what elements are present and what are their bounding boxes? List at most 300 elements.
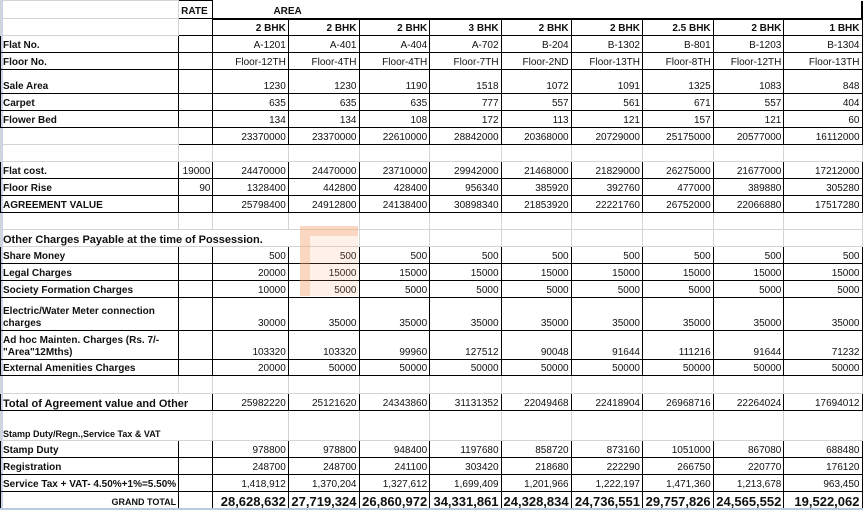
value-cell[interactable]: 28,628,632 (213, 492, 288, 509)
value-cell[interactable]: 35000 (430, 298, 501, 331)
value-cell[interactable] (571, 411, 642, 441)
value-cell[interactable] (784, 376, 862, 394)
value-cell[interactable]: 26752000 (642, 196, 713, 213)
value-cell[interactable]: 103320 (288, 331, 359, 360)
value-cell[interactable]: 25982220 (213, 394, 288, 411)
value-cell[interactable]: 71232 (784, 331, 862, 360)
value-cell[interactable]: 20577000 (713, 128, 784, 145)
value-cell[interactable]: 1,213,678 (713, 475, 784, 492)
table-row (1, 264, 863, 281)
cell[interactable] (713, 230, 784, 247)
cell[interactable] (642, 230, 713, 247)
value-cell[interactable]: 21853920 (501, 196, 571, 213)
value-cell[interactable]: 2 BHK (713, 19, 784, 36)
cell[interactable] (571, 230, 642, 247)
table-row (1, 53, 863, 70)
value-cell[interactable]: 1,327,612 (359, 475, 430, 492)
value-cell[interactable]: 5000 (642, 281, 713, 298)
value-cell[interactable]: 635 (359, 94, 430, 111)
rate-cell[interactable] (179, 94, 213, 111)
value-cell[interactable] (784, 213, 862, 230)
value-cell[interactable]: 134 (213, 111, 288, 128)
value-cell[interactable]: 1325 (642, 70, 713, 94)
value-cell[interactable] (213, 145, 288, 162)
value-cell[interactable]: 50000 (713, 360, 784, 376)
row-label[interactable]: Flower Bed (1, 111, 179, 128)
rate-cell[interactable] (179, 213, 213, 230)
value-cell[interactable]: 978800 (288, 441, 359, 458)
value-cell[interactable]: 35000 (501, 298, 571, 331)
value-cell[interactable] (501, 145, 571, 162)
value-cell[interactable]: 1230 (213, 70, 288, 94)
row-label[interactable] (1, 19, 179, 36)
value-cell[interactable]: 500 (359, 247, 430, 264)
table-row (1, 111, 863, 128)
value-cell[interactable]: 30898340 (430, 196, 501, 213)
rate-cell[interactable] (179, 19, 213, 36)
value-cell[interactable] (359, 376, 430, 394)
value-cell[interactable]: A-1201 (213, 36, 288, 53)
row-label[interactable]: External Amenities Charges (1, 360, 179, 376)
cell[interactable] (1, 1, 179, 19)
value-cell[interactable]: 34,331,861 (430, 492, 501, 509)
value-cell[interactable]: Floor-12TH (713, 53, 784, 70)
value-cell[interactable]: 241100 (359, 458, 430, 475)
value-cell[interactable]: 1 BHK (784, 19, 862, 36)
value-cell[interactable]: 15000 (501, 264, 571, 281)
value-cell[interactable]: 111216 (642, 331, 713, 360)
value-cell[interactable] (784, 145, 862, 162)
table-row (1, 179, 863, 196)
value-cell[interactable]: 978800 (213, 441, 288, 458)
value-cell[interactable]: 2 BHK (359, 19, 430, 36)
value-cell[interactable]: 1,471,360 (642, 475, 713, 492)
value-cell[interactable]: 24912800 (288, 196, 359, 213)
value-cell[interactable]: 23710000 (359, 162, 430, 179)
value-cell[interactable]: 1,699,409 (430, 475, 501, 492)
value-cell[interactable]: 35000 (288, 298, 359, 331)
table-row (1, 376, 863, 394)
value-cell[interactable]: 557 (713, 94, 784, 111)
value-cell[interactable]: 1072 (501, 70, 571, 94)
rate-cell[interactable] (179, 36, 213, 53)
table-row (1, 94, 863, 111)
value-cell[interactable]: 21677000 (713, 162, 784, 179)
table-row (1, 128, 863, 145)
value-cell[interactable]: 1,222,197 (571, 475, 642, 492)
value-cell[interactable] (359, 145, 430, 162)
value-cell[interactable]: 35000 (642, 298, 713, 331)
value-cell[interactable]: 50000 (288, 360, 359, 376)
rate-cell[interactable] (179, 196, 213, 213)
rate-cell[interactable] (179, 145, 213, 162)
value-cell[interactable]: 1197680 (430, 441, 501, 458)
value-cell[interactable] (430, 376, 501, 394)
row-label[interactable]: GRAND TOTAL (1, 492, 179, 509)
row-label[interactable]: Service Tax + VAT- 4.50%+1%=5.50% (1, 475, 179, 492)
value-cell[interactable]: 19,522,062 (784, 492, 862, 509)
table-row (1, 70, 863, 94)
value-cell[interactable]: 15000 (571, 264, 642, 281)
value-cell[interactable]: 121 (571, 111, 642, 128)
value-cell[interactable]: 157 (642, 111, 713, 128)
rate-cell[interactable] (179, 458, 213, 475)
value-cell[interactable] (288, 213, 359, 230)
rate-cell[interactable] (179, 360, 213, 376)
value-cell[interactable] (288, 376, 359, 394)
value-cell[interactable]: 873160 (571, 441, 642, 458)
value-cell[interactable]: 50000 (642, 360, 713, 376)
rate-cell[interactable] (179, 53, 213, 70)
value-cell[interactable]: 561 (571, 94, 642, 111)
value-cell[interactable]: 248700 (213, 458, 288, 475)
value-cell[interactable]: 31131352 (430, 394, 501, 411)
value-cell[interactable] (501, 411, 571, 441)
table-row (1, 360, 863, 376)
row-label[interactable]: Sale Area (1, 70, 179, 94)
value-cell[interactable]: 24470000 (213, 162, 288, 179)
value-cell[interactable]: 15000 (713, 264, 784, 281)
value-cell[interactable]: 404 (784, 94, 862, 111)
value-cell[interactable]: 24,736,551 (571, 492, 642, 509)
value-cell[interactable]: 500 (784, 247, 862, 264)
cell[interactable] (501, 230, 571, 247)
value-cell[interactable]: 1,201,966 (501, 475, 571, 492)
value-cell[interactable]: 15000 (430, 264, 501, 281)
value-cell[interactable]: 121 (713, 111, 784, 128)
value-cell[interactable]: 2.5 BHK (642, 19, 713, 36)
value-cell[interactable]: 50000 (501, 360, 571, 376)
value-cell[interactable] (213, 376, 288, 394)
value-cell[interactable]: Floor-2ND (501, 53, 571, 70)
value-cell[interactable] (430, 213, 501, 230)
value-cell[interactable]: 688480 (784, 441, 862, 458)
row-label[interactable] (1, 145, 179, 162)
value-cell[interactable]: B-801 (642, 36, 713, 53)
row-label[interactable]: Total of Agreement value and Other (1, 394, 213, 411)
value-cell[interactable] (571, 145, 642, 162)
value-cell[interactable] (571, 376, 642, 394)
value-cell[interactable]: 1518 (430, 70, 501, 94)
value-cell[interactable]: 16112000 (784, 128, 862, 145)
value-cell[interactable]: 1051000 (642, 441, 713, 458)
value-cell[interactable]: 2 BHK (501, 19, 571, 36)
row-label[interactable]: Flat No. (1, 36, 179, 53)
row-label[interactable]: Registration (1, 458, 179, 475)
value-cell[interactable]: 35000 (571, 298, 642, 331)
value-cell[interactable]: 1328400 (213, 179, 288, 196)
rate-cell[interactable] (179, 298, 213, 331)
value-cell[interactable]: 22264024 (713, 394, 784, 411)
value-cell[interactable]: 248700 (288, 458, 359, 475)
value-cell[interactable]: 35000 (713, 298, 784, 331)
value-cell[interactable]: 389880 (713, 179, 784, 196)
value-cell[interactable]: 22610000 (359, 128, 430, 145)
row-label[interactable]: Legal Charges (1, 264, 179, 281)
value-cell[interactable]: 5000 (430, 281, 501, 298)
rate-cell[interactable] (179, 247, 213, 264)
value-cell[interactable]: 1091 (571, 70, 642, 94)
value-cell[interactable]: Floor-13TH (571, 53, 642, 70)
value-cell[interactable] (430, 411, 501, 441)
value-cell[interactable]: 26275000 (642, 162, 713, 179)
cell[interactable] (430, 230, 501, 247)
value-cell[interactable]: 24343860 (359, 394, 430, 411)
row-label[interactable] (1, 376, 179, 394)
value-cell[interactable]: 5000 (784, 281, 862, 298)
value-cell[interactable]: Floor-4TH (359, 53, 430, 70)
value-cell[interactable]: 848 (784, 70, 862, 94)
value-cell[interactable] (501, 376, 571, 394)
value-cell[interactable]: Floor-12TH (213, 53, 288, 70)
value-cell[interactable]: 266750 (642, 458, 713, 475)
value-cell[interactable]: 15000 (359, 264, 430, 281)
value-cell[interactable]: 5000 (501, 281, 571, 298)
value-cell[interactable]: 29,757,826 (642, 492, 713, 509)
value-cell[interactable]: 24138400 (359, 196, 430, 213)
value-cell[interactable]: 90048 (501, 331, 571, 360)
value-cell[interactable]: 23370000 (213, 128, 288, 145)
value-cell[interactable]: 20368000 (501, 128, 571, 145)
value-cell[interactable]: B-1203 (713, 36, 784, 53)
cell[interactable] (359, 230, 430, 247)
value-cell[interactable]: 20729000 (571, 128, 642, 145)
table-row (1, 475, 863, 492)
value-cell[interactable]: 777 (430, 94, 501, 111)
value-cell[interactable]: 17212000 (784, 162, 862, 179)
value-cell[interactable]: 428400 (359, 179, 430, 196)
row-label[interactable]: AGREEMENT VALUE (1, 196, 179, 213)
value-cell[interactable]: 134 (288, 111, 359, 128)
value-cell[interactable] (288, 411, 359, 441)
row-label[interactable] (1, 128, 179, 145)
value-cell[interactable]: 23370000 (288, 128, 359, 145)
value-cell[interactable]: B-1302 (571, 36, 642, 53)
row-label[interactable]: Stamp Duty (1, 441, 179, 458)
value-cell[interactable]: 635 (288, 94, 359, 111)
value-cell[interactable] (571, 213, 642, 230)
value-cell[interactable]: 5000 (571, 281, 642, 298)
value-cell[interactable]: 29942000 (430, 162, 501, 179)
value-cell[interactable]: 948400 (359, 441, 430, 458)
value-cell[interactable]: 26968716 (642, 394, 713, 411)
value-cell[interactable]: 91644 (571, 331, 642, 360)
value-cell[interactable]: 5000 (288, 281, 359, 298)
value-cell[interactable]: 305280 (784, 179, 862, 196)
rate-cell[interactable] (179, 111, 213, 128)
value-cell[interactable]: 2 BHK (571, 19, 642, 36)
value-cell[interactable]: 21468000 (501, 162, 571, 179)
value-cell[interactable]: 50000 (430, 360, 501, 376)
value-cell[interactable] (642, 411, 713, 441)
table-row (1, 19, 863, 36)
value-cell[interactable]: 500 (501, 247, 571, 264)
rate-cell[interactable] (179, 70, 213, 94)
value-cell[interactable]: 222290 (571, 458, 642, 475)
value-cell[interactable]: Floor-13TH (784, 53, 862, 70)
value-cell[interactable]: 956340 (430, 179, 501, 196)
value-cell[interactable]: 27,719,324 (288, 492, 359, 509)
value-cell[interactable]: 176120 (784, 458, 862, 475)
value-cell[interactable]: A-404 (359, 36, 430, 53)
value-cell[interactable]: 17517280 (784, 196, 862, 213)
value-cell[interactable] (430, 145, 501, 162)
value-cell[interactable]: 25121620 (288, 394, 359, 411)
value-cell[interactable]: 22221760 (571, 196, 642, 213)
value-cell[interactable]: 1,418,912 (213, 475, 288, 492)
rate-cell[interactable] (179, 281, 213, 298)
table-row (1, 492, 863, 509)
value-cell[interactable]: 557 (501, 94, 571, 111)
value-cell[interactable] (784, 411, 862, 441)
table-row (1, 298, 863, 331)
value-cell[interactable]: 500 (571, 247, 642, 264)
value-cell[interactable]: 25175000 (642, 128, 713, 145)
value-cell[interactable] (713, 411, 784, 441)
value-cell[interactable]: 5000 (713, 281, 784, 298)
value-cell[interactable]: 35000 (784, 298, 862, 331)
value-cell[interactable]: 1,370,204 (288, 475, 359, 492)
value-cell[interactable]: 17694012 (784, 394, 862, 411)
value-cell[interactable] (213, 213, 288, 230)
value-cell[interactable]: 218680 (501, 458, 571, 475)
value-cell[interactable]: 24,565,552 (713, 492, 784, 509)
value-cell[interactable]: 28842000 (430, 128, 501, 145)
row-label[interactable] (1, 213, 179, 230)
rate-cell[interactable] (179, 331, 213, 360)
value-cell[interactable]: 50000 (571, 360, 642, 376)
value-cell[interactable]: 2 BHK (288, 19, 359, 36)
value-cell[interactable]: 24470000 (288, 162, 359, 179)
value-cell[interactable]: 103320 (213, 331, 288, 360)
rate-cell[interactable]: 90 (179, 179, 213, 196)
value-cell[interactable] (359, 213, 430, 230)
value-cell[interactable]: 108 (359, 111, 430, 128)
cell[interactable] (784, 230, 862, 247)
value-cell[interactable]: 113 (501, 111, 571, 128)
value-cell[interactable]: 22418904 (571, 394, 642, 411)
value-cell[interactable]: 22066880 (713, 196, 784, 213)
value-cell[interactable]: 15000 (642, 264, 713, 281)
value-cell[interactable]: 477000 (642, 179, 713, 196)
row-label[interactable]: Ad hoc Mainten. Charges (Rs. 7/-"Area"12Mths) (1, 331, 179, 360)
value-cell[interactable]: 99960 (359, 331, 430, 360)
row-label[interactable]: Society Formation Charges (1, 281, 179, 298)
value-cell[interactable]: 500 (713, 247, 784, 264)
value-cell[interactable]: 5000 (359, 281, 430, 298)
value-cell[interactable]: 220770 (713, 458, 784, 475)
value-cell[interactable]: 1190 (359, 70, 430, 94)
row-label[interactable]: Floor Rise (1, 179, 179, 196)
value-cell[interactable]: A-702 (430, 36, 501, 53)
rate-header[interactable]: RATE (179, 1, 213, 19)
value-cell[interactable] (359, 411, 430, 441)
value-cell[interactable]: 500 (288, 247, 359, 264)
value-cell[interactable]: 2 BHK (213, 19, 288, 36)
value-cell[interactable]: 1083 (713, 70, 784, 94)
value-cell[interactable]: 22049468 (501, 394, 571, 411)
value-cell[interactable]: 385920 (501, 179, 571, 196)
row-label[interactable]: Carpet (1, 94, 179, 111)
value-cell[interactable]: A-401 (288, 36, 359, 53)
table-row (1, 36, 863, 53)
value-cell[interactable]: 635 (213, 94, 288, 111)
value-cell[interactable]: 50000 (784, 360, 862, 376)
area-header[interactable]: AREA (213, 1, 862, 19)
row-label[interactable]: Other Charges Payable at the time of Possession. (1, 230, 360, 247)
value-cell[interactable]: 15000 (288, 264, 359, 281)
value-cell[interactable] (288, 145, 359, 162)
row-label[interactable]: Share Money (1, 247, 179, 264)
value-cell[interactable]: 867080 (713, 441, 784, 458)
value-cell[interactable]: 20000 (213, 360, 288, 376)
value-cell[interactable]: 172 (430, 111, 501, 128)
row-label[interactable]: Flat cost. (1, 162, 179, 179)
value-cell[interactable]: 442800 (288, 179, 359, 196)
value-cell[interactable]: 15000 (784, 264, 862, 281)
value-cell[interactable] (642, 213, 713, 230)
rate-cell[interactable] (179, 376, 213, 394)
value-cell[interactable] (713, 376, 784, 394)
value-cell[interactable]: 500 (213, 247, 288, 264)
value-cell[interactable]: 35000 (359, 298, 430, 331)
value-cell[interactable]: 500 (430, 247, 501, 264)
value-cell[interactable]: Floor-8TH (642, 53, 713, 70)
row-label[interactable]: Floor No. (1, 53, 179, 70)
rate-cell[interactable] (179, 441, 213, 458)
value-cell[interactable]: 50000 (359, 360, 430, 376)
table-row (1, 458, 863, 475)
value-cell[interactable] (642, 145, 713, 162)
row-label[interactable]: Electric/Water Meter connection charges (1, 298, 179, 331)
value-cell[interactable]: B-1304 (784, 36, 862, 53)
value-cell[interactable]: 24,328,834 (501, 492, 571, 509)
value-cell[interactable] (642, 376, 713, 394)
value-cell[interactable]: 10000 (213, 281, 288, 298)
value-cell[interactable]: 127512 (430, 331, 501, 360)
row-label[interactable]: Stamp Duty/Regn.,Service Tax & VAT (1, 411, 213, 441)
rate-cell[interactable] (179, 492, 213, 509)
value-cell[interactable]: 20000 (213, 264, 288, 281)
rate-cell[interactable] (179, 475, 213, 492)
table-row (1, 411, 863, 441)
rate-cell[interactable]: 19000 (179, 162, 213, 179)
value-cell[interactable]: 26,860,972 (359, 492, 430, 509)
value-cell[interactable] (213, 411, 288, 441)
value-cell[interactable]: 858720 (501, 441, 571, 458)
rate-cell[interactable] (179, 128, 213, 145)
value-cell[interactable]: 303420 (430, 458, 501, 475)
rate-cell[interactable] (179, 264, 213, 281)
value-cell[interactable] (713, 213, 784, 230)
value-cell[interactable]: 392760 (571, 179, 642, 196)
value-cell[interactable]: Floor-7TH (430, 53, 501, 70)
value-cell[interactable]: B-204 (501, 36, 571, 53)
value-cell[interactable]: 3 BHK (430, 19, 501, 36)
value-cell[interactable]: 91644 (713, 331, 784, 360)
value-cell[interactable]: 21829000 (571, 162, 642, 179)
value-cell[interactable]: 30000 (213, 298, 288, 331)
value-cell[interactable] (713, 145, 784, 162)
value-cell[interactable]: 60 (784, 111, 862, 128)
value-cell[interactable]: 500 (642, 247, 713, 264)
value-cell[interactable]: 963,450 (784, 475, 862, 492)
value-cell[interactable] (501, 213, 571, 230)
value-cell[interactable]: 1230 (288, 70, 359, 94)
value-cell[interactable]: 671 (642, 94, 713, 111)
value-cell[interactable]: Floor-4TH (288, 53, 359, 70)
value-cell[interactable]: 25798400 (213, 196, 288, 213)
